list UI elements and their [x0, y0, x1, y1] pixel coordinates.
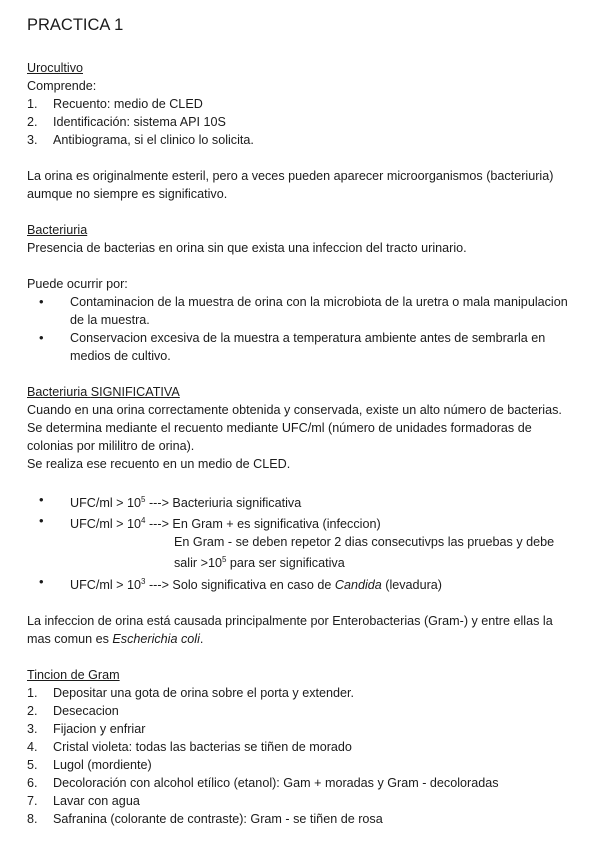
- ufc-list-2: [27, 573, 576, 594]
- heading-part: Bacteriuria: [27, 385, 91, 399]
- list-number: 2.: [27, 115, 38, 129]
- bullet-icon: •: [39, 330, 44, 345]
- significativa-p2: Se determina mediante el recuento mediante UFC/ml (número de unidades formadoras de colonias por mililitro de orina).: [27, 421, 532, 453]
- list-item: 5. Lugol (mordiente): [27, 757, 152, 772]
- bullet-icon: •: [39, 492, 44, 507]
- urocultivo-intro: Comprende:: [27, 79, 97, 93]
- gram-heading: Tincion de Gram: [27, 667, 120, 682]
- list-item: [27, 95, 576, 113]
- urocultivo-paragraph: La orina es originalmente esteril, pero a veces pueden aparecer microorganismos (bacteriuria) aumque no siempre es significativo.: [27, 169, 554, 201]
- bacteriuria-causes-list: [27, 293, 576, 365]
- infection-paragraph: La infeccion de orina está causada principalmente por Enterobacterias (Gram-) y entre ellas la mas comun es Escherichia coli.: [27, 613, 553, 646]
- urocultivo-heading: Urocultivo: [27, 61, 83, 75]
- list-item: 4. Cristal violeta: todas las bacterias se tiñen de morado: [27, 739, 352, 754]
- bacteriuria-causes-intro: Puede ocurrir por:: [27, 277, 128, 291]
- list-item: [27, 329, 576, 365]
- list-item: [27, 491, 576, 512]
- list-item: 3. Fijacion y enfriar: [27, 721, 146, 736]
- list-item: 7. Lavar con agua: [27, 793, 140, 808]
- list-item: [27, 573, 576, 594]
- significativa-p3: Se realiza ese recuento en un medio de CLED.: [27, 457, 291, 471]
- list-text: Recuento: medio de CLED: [53, 97, 203, 111]
- list-item: [27, 131, 576, 149]
- list-text: Contaminacion de la muestra de orina con la microbiota de la uretra o mala manipulacion de la muestra.: [70, 295, 568, 327]
- significativa-heading: [27, 383, 576, 401]
- list-text: Antibiograma, si el clinico lo solicita.: [53, 133, 254, 147]
- heading-emphasis: SIGNIFICATIVA: [90, 385, 180, 399]
- list-text: Identificación: sistema API 10S: [53, 115, 226, 129]
- list-number: 1.: [27, 97, 38, 111]
- list-item: 6. Decoloración con alcohol etílico (etanol): Gam + moradas y Gram - decoloradas: [27, 775, 499, 790]
- bullet-icon: •: [39, 573, 44, 589]
- bullet-icon: •: [39, 294, 44, 309]
- bullet-icon: •: [39, 513, 44, 529]
- page-title: PRACTICA 1: [27, 16, 124, 34]
- list-item: [27, 293, 576, 329]
- list-item: 8. Safranina (colorante de contraste): Gram - se tiñen de rosa: [27, 811, 383, 826]
- significativa-p1: Cuando en una orina correctamente obtenida y conservada, existe un alto número de bacterias.: [27, 403, 562, 417]
- bacteriuria-definition: Presencia de bacterias en orina sin que exista una infeccion del tracto urinario.: [27, 241, 467, 255]
- ufc-continuation-2: salir $>10^5$ para ser significativa: [174, 555, 345, 571]
- list-text: $UFC/ml > 10^5$ ---> Bacteriuria significativa: [70, 495, 302, 511]
- list-text: Conservacion excesiva de la muestra a temperatura ambiente antes de sembrarla en medios de cultivo.: [70, 331, 546, 363]
- list-item: 2. Desecacion: [27, 703, 119, 718]
- list-number: 3.: [27, 133, 38, 147]
- ufc-continuation-1: En Gram - se deben repetor 2 dias consecutivps las pruebas y debe: [174, 535, 555, 550]
- gram-steps-list: [27, 684, 576, 828]
- urocultivo-list: [27, 95, 576, 149]
- list-item: [27, 113, 576, 131]
- list-item: [27, 512, 576, 533]
- list-text: $UFC/ml > 10^4$ ---> En Gram + es significativa (infeccion): [70, 516, 381, 532]
- bacteriuria-heading: Bacteriuria: [27, 223, 88, 237]
- list-item: 1. Depositar una gota de orina sobre el porta y extender.: [27, 685, 355, 700]
- ufc-list: [27, 491, 576, 533]
- list-text: $UFC/ml > 10^3$ ---> Solo significativa en caso de Candida (levadura): [70, 576, 442, 592]
